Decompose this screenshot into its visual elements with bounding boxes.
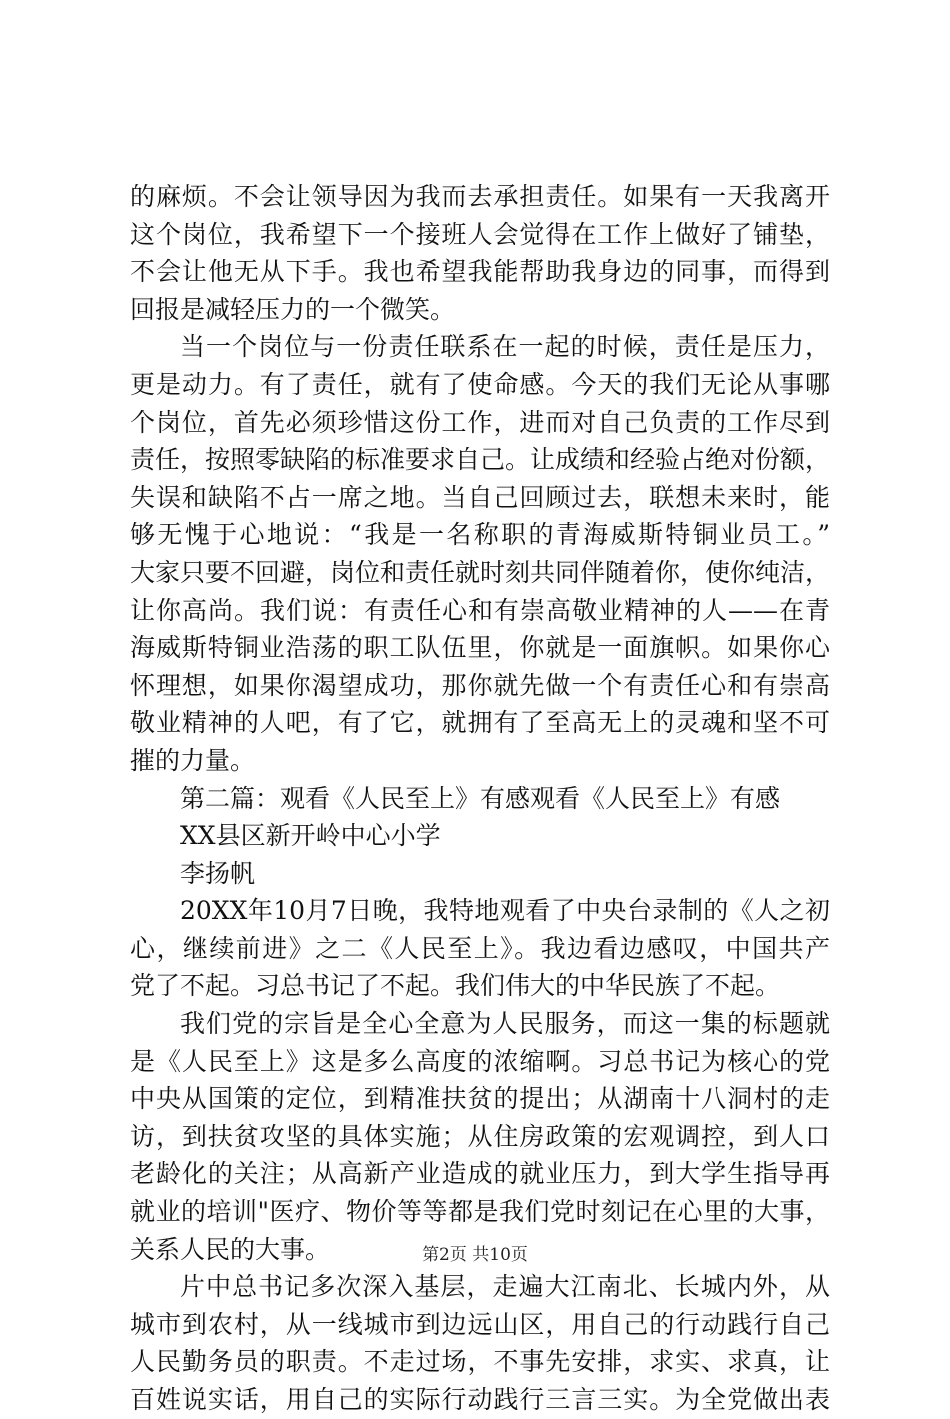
text-line: 老龄化的关注；从高新产业造成的就业压力，到大学生指导再: [130, 1159, 830, 1189]
text-line: 的麻烦。不会让领导因为我而去承担责任。如果有一天我离开: [130, 182, 830, 211]
text-line: XX县区新开岭中心小学: [180, 821, 441, 851]
text-line: 党了不起。习总书记了不起。我们伟大的中华民族了不起。: [130, 971, 781, 1001]
text-line: 更是动力。有了责任，就有了使命感。今天的我们无论从事哪: [130, 369, 830, 399]
body-text: [130, 178, 830, 1419]
text-line: 片中总书记多次深入基层，走遍大江南北、长城内外，从: [180, 1272, 830, 1302]
text-line: 不会让他无从下手。我也希望我能帮助我身边的同事，而得到: [130, 257, 830, 287]
text-line: 回报是减轻压力的一个微笑。: [130, 294, 456, 324]
text-line: 第二篇：观看《人民至上》有感观看《人民至上》有感: [180, 783, 781, 813]
text-line: 个岗位，首先必须珍惜这份工作，进而对自己负责的工作尽到: [130, 407, 830, 437]
text-line: 访，到扶贫攻坚的具体实施；从住房政策的宏观调控，到人口: [130, 1121, 830, 1151]
text-line: 当一个岗位与一份责任联系在一起的时候，责任是压力，: [180, 332, 830, 362]
text-line: 让你高尚。我们说：有责任心和有崇高敬业精神的人——在青: [130, 595, 830, 625]
text-line: 就业的培训"医疗、物价等等都是我们党时刻记在心里的大事，: [130, 1197, 830, 1227]
text-line: 百姓说实话，用自己的实际行动践行三言三实。为全党做出表: [130, 1385, 830, 1414]
text-line: 人民勤务员的职责。不走过场，不事先安排，求实、求真，让: [130, 1347, 830, 1377]
text-line: 中央从国策的定位，到精准扶贫的提出；从湖南十八洞村的走: [130, 1084, 830, 1114]
text-line: 心，继续前进》之二《人民至上》。我边看边感叹，中国共产: [130, 933, 830, 963]
text-line: 海威斯特铜业浩荡的职工队伍里，你就是一面旗帜。如果你心: [130, 633, 830, 663]
text-line: 我们党的宗旨是全心全意为人民服务，而这一集的标题就: [180, 1009, 830, 1039]
text-line: 20XX年10月7日晚，我特地观看了中央台录制的《人之初: [180, 896, 830, 926]
page-footer: 第2页 共10页: [422, 1245, 528, 1265]
text-line: 责任，按照零缺陷的标准要求自己。让成绩和经验占绝对份额，: [130, 445, 831, 475]
text-line: 敬业精神的人吧，有了它，就拥有了至高无上的灵魂和坚不可: [130, 708, 830, 738]
text-line: 大家只要不回避，岗位和责任就时刻共同伴随着你，使你纯洁，: [130, 557, 831, 587]
text-line: 怀理想，如果你渴望成功，那你就先做一个有责任心和有崇高: [130, 670, 830, 700]
text-line: 是《人民至上》这是多么高度的浓缩啊。习总书记为核心的党: [130, 1046, 830, 1076]
text-line: 城市到农村，从一线城市到边远山区，用自己的行动践行自己: [130, 1309, 830, 1339]
text-line: 这个岗位，我希望下一个接班人会觉得在工作上做好了铺垫，: [130, 219, 830, 249]
text-line: 李扬帆: [180, 858, 256, 888]
text-line: 失误和缺陷不占一席之地。当自己回顾过去，联想未来时，能: [130, 482, 830, 512]
text-line: 关系人民的大事。: [130, 1234, 331, 1264]
text-line: 够无愧于心地说：“我是一名称职的青海威斯特铜业员工。”: [130, 520, 830, 550]
text-line: 摧的力量。: [130, 745, 256, 775]
